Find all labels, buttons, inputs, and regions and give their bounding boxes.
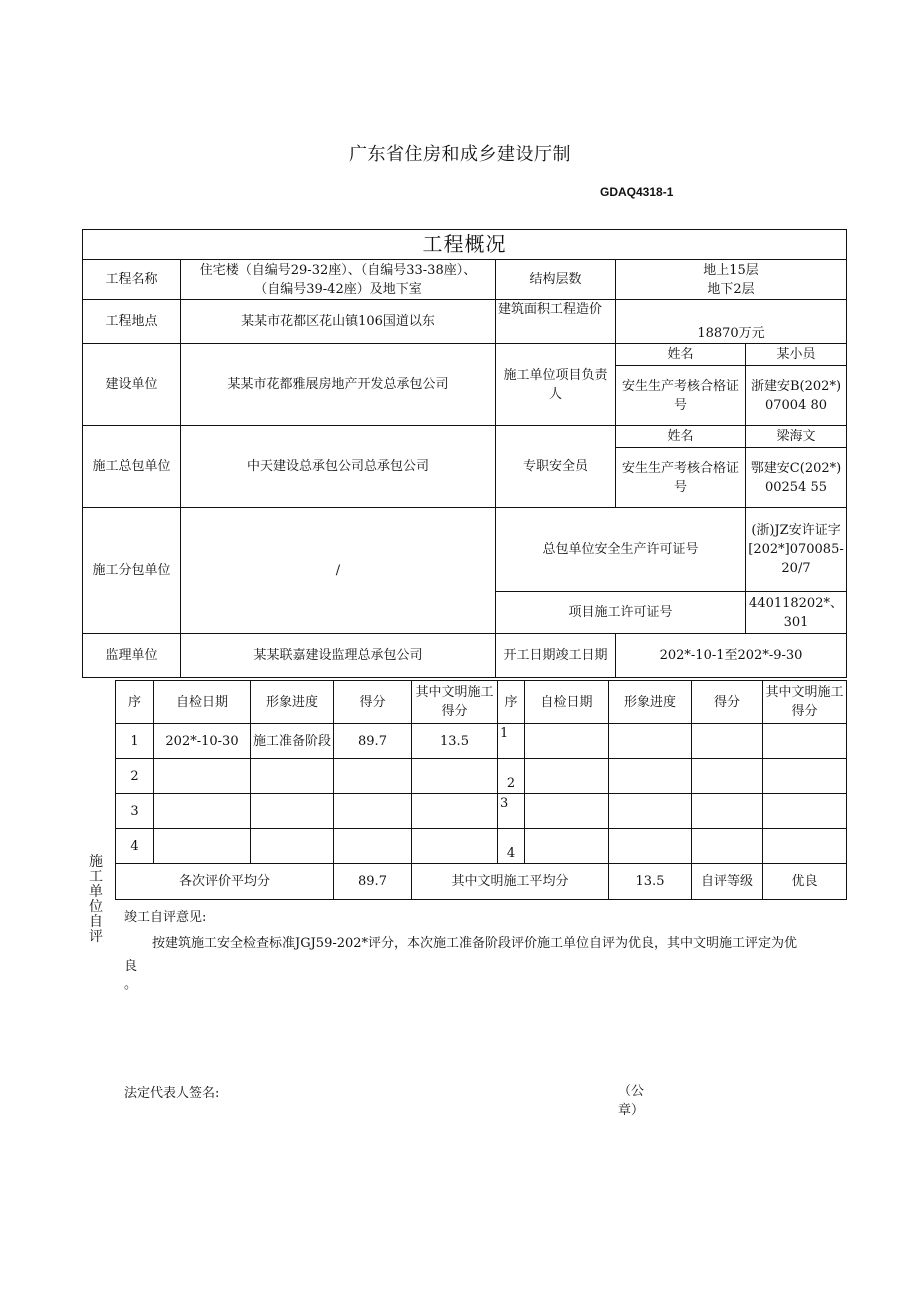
header-date-right: 自检日期 bbox=[525, 681, 609, 724]
table-row bbox=[116, 794, 847, 829]
safety-name-value: 梁海文 bbox=[746, 426, 847, 448]
header-score: 得分 bbox=[334, 681, 412, 724]
remarks-body-line3: 。 bbox=[124, 977, 138, 992]
row-no-right: 1 bbox=[498, 724, 525, 759]
grade-value: 优良 bbox=[763, 864, 847, 900]
remarks-body-line2: 良 bbox=[124, 959, 138, 974]
grade-label: 自评等级 bbox=[692, 864, 763, 900]
cost-value: 18870万元 bbox=[616, 300, 847, 344]
structure-floors-value bbox=[616, 260, 847, 300]
form-code: GDAQ4318-1 bbox=[600, 185, 674, 199]
supervisor-value: 某某联嘉建设监理总承包公司 bbox=[181, 634, 496, 678]
row-no: 3 bbox=[116, 794, 154, 829]
header-no-right: 序 bbox=[498, 681, 525, 724]
header-civil-score-right: 其中文明施工得分 bbox=[763, 681, 847, 724]
civil-avg-label: 其中文明施工平均分 bbox=[412, 864, 609, 900]
header-no: 序 bbox=[116, 681, 154, 724]
row-date: 202*-10-30 bbox=[154, 724, 251, 759]
floors-above: 地上15层 bbox=[703, 262, 759, 278]
builder-label: 建设单位 bbox=[83, 344, 181, 426]
project-name-label: 工程名称 bbox=[83, 260, 181, 300]
row-date bbox=[154, 829, 251, 864]
row-no: 4 bbox=[116, 829, 154, 864]
floors-below: 地下2层 bbox=[707, 281, 755, 297]
remarks-heading: 竣工自评意见: bbox=[124, 910, 207, 925]
builder-value: 某某市花都雅展房地产开发总承包公司 bbox=[181, 344, 496, 426]
project-name-line2: （自编号39-42座）及地下室 bbox=[254, 281, 422, 297]
remarks-block bbox=[124, 905, 844, 993]
row-date bbox=[154, 759, 251, 794]
project-overview-table bbox=[82, 229, 847, 678]
location-label: 工程地点 bbox=[83, 300, 181, 344]
general-contractor-value: 中天建设总承包公司总承包公司 bbox=[181, 426, 496, 508]
location-value: 某某市花都区花山镇106国道以东 bbox=[181, 300, 496, 344]
row-no-right: 4 bbox=[498, 829, 525, 864]
structure-floors-label: 结构层数 bbox=[496, 260, 616, 300]
row-score bbox=[334, 794, 412, 829]
header-score-right: 得分 bbox=[692, 681, 763, 724]
header-stage: 形象进度 bbox=[251, 681, 334, 724]
table-row bbox=[116, 724, 847, 759]
row-stage: 施工准备阶段 bbox=[251, 724, 334, 759]
pm-name-value: 某小员 bbox=[746, 344, 847, 366]
table-row bbox=[116, 759, 847, 794]
safety-cert-label: 安生生产考核合格证号 bbox=[616, 448, 746, 508]
civil-avg-value: 13.5 bbox=[609, 864, 692, 900]
self-eval-side-label: 施工单位自评 bbox=[89, 854, 103, 945]
row-score bbox=[334, 829, 412, 864]
row-stage bbox=[251, 829, 334, 864]
pm-cert-value: 浙建安B(202*)07004 80 bbox=[746, 366, 847, 426]
project-name-line1: 住宅楼（自编号29-32座）、（自编号33-38座）、 bbox=[199, 262, 477, 278]
dates-label: 开工日期竣工日期 bbox=[496, 634, 616, 678]
dates-value: 202*-10-1至202*-9-30 bbox=[616, 634, 847, 678]
safety-license-value: (浙)JZ安许证字[202*]070085-20/7 bbox=[746, 508, 847, 592]
row-no-right: 3 bbox=[498, 794, 525, 829]
safety-name-label: 姓名 bbox=[616, 426, 746, 448]
row-civil-score: 13.5 bbox=[412, 724, 498, 759]
header-date: 自检日期 bbox=[154, 681, 251, 724]
row-civil-score bbox=[412, 794, 498, 829]
safety-cert-value: 鄂建安C(202*)00254 55 bbox=[746, 448, 847, 508]
pm-label: 施工单位项目负责人 bbox=[496, 344, 616, 426]
pm-name-label: 姓名 bbox=[616, 344, 746, 366]
row-no: 1 bbox=[116, 724, 154, 759]
general-contractor-label: 施工总包单位 bbox=[83, 426, 181, 508]
row-score: 89.7 bbox=[334, 724, 412, 759]
header-civil-score: 其中文明施工得分 bbox=[412, 681, 498, 724]
row-stage bbox=[251, 759, 334, 794]
row-score bbox=[334, 759, 412, 794]
header-stage-right: 形象进度 bbox=[609, 681, 692, 724]
row-civil-score bbox=[412, 759, 498, 794]
page-title: 广东省住房和成乡建设厅制 bbox=[349, 144, 571, 165]
legal-rep-signature-label: 法定代表人签名: bbox=[124, 1086, 220, 1101]
remarks-body-line1: 按建筑施工安全检查标准JGJ59-202*评分，本次施工准备阶段评价施工单位自评为优良，其中文明施工评定为优 bbox=[152, 936, 798, 951]
row-no-right: 2 bbox=[498, 759, 525, 794]
subcontractor-label: 施工分包单位 bbox=[83, 508, 181, 634]
safety-officer-label: 专职安全员 bbox=[496, 426, 616, 508]
construction-permit-value: 440118202*、301 bbox=[746, 592, 847, 634]
avg-label: 各次评价平均分 bbox=[116, 864, 334, 900]
overview-section-title: 工程概况 bbox=[83, 230, 847, 260]
row-civil-score bbox=[412, 829, 498, 864]
avg-value: 89.7 bbox=[334, 864, 412, 900]
pm-cert-label: 安生生产考核合格证号 bbox=[616, 366, 746, 426]
safety-license-label: 总包单位安全生产许可证号 bbox=[496, 508, 746, 592]
row-stage bbox=[251, 794, 334, 829]
table-row bbox=[116, 829, 847, 864]
supervisor-label: 监理单位 bbox=[83, 634, 181, 678]
area-cost-label: 建筑面积工程造价 bbox=[496, 300, 616, 344]
row-date bbox=[154, 794, 251, 829]
construction-permit-label: 项目施工许可证号 bbox=[496, 592, 746, 634]
seal-label: （公章） bbox=[618, 1084, 645, 1118]
self-evaluation-table bbox=[115, 680, 847, 900]
subcontractor-value: / bbox=[181, 508, 496, 634]
row-no: 2 bbox=[116, 759, 154, 794]
project-name-value bbox=[181, 260, 496, 300]
